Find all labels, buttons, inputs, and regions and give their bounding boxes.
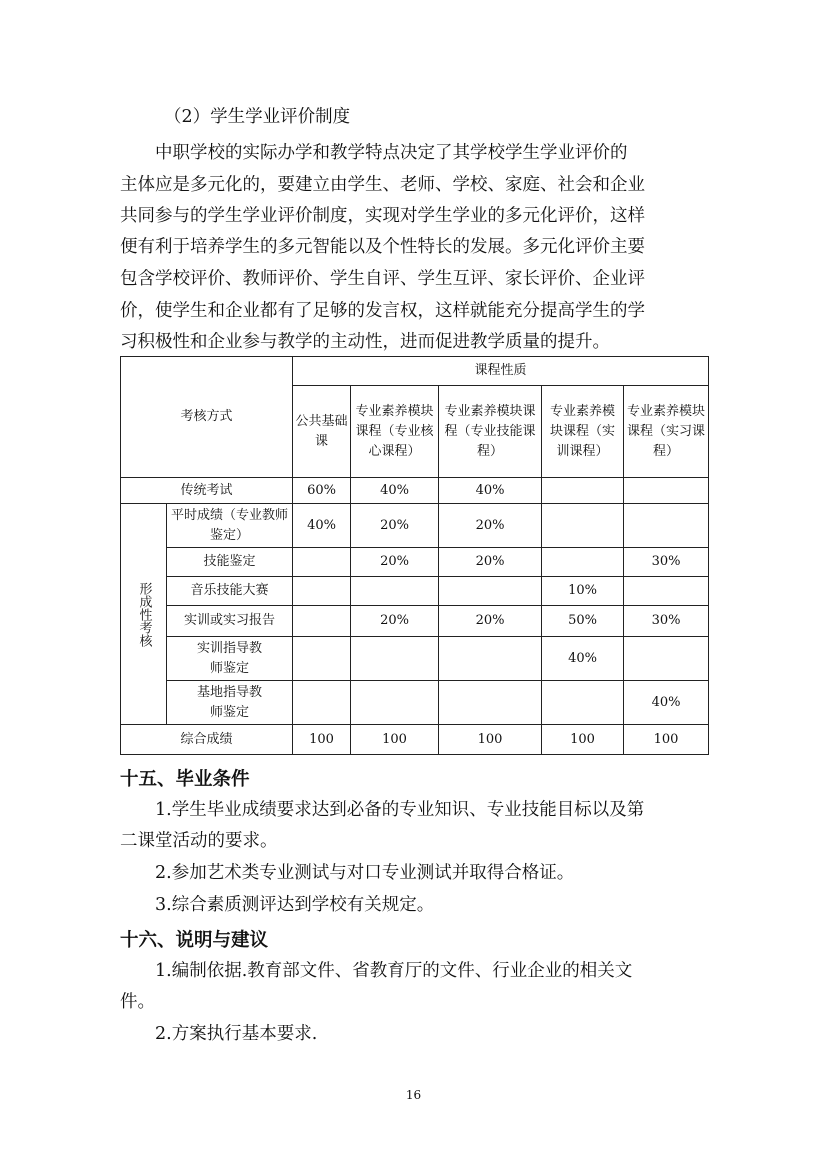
cell: 40% bbox=[351, 478, 439, 504]
col-header: 专业素养模块课程（专业技能课程） bbox=[439, 386, 542, 478]
row-label: 实训指导教师鉴定 bbox=[167, 637, 293, 681]
col-header: 专业素养模块课程（实习课程） bbox=[624, 386, 709, 478]
formative-label: 形成性考核 bbox=[121, 504, 167, 725]
col-header: 公共基础课 bbox=[293, 386, 351, 478]
cell: 100 bbox=[624, 725, 709, 755]
paragraph-line: 2.参加艺术类专业测试与对口专业测试并取得合格证。 bbox=[120, 863, 575, 883]
cell: 20% bbox=[439, 548, 542, 577]
evaluation-table bbox=[120, 356, 709, 755]
cell: 40% bbox=[439, 478, 542, 504]
row-label: 平时成绩（专业教师鉴定） bbox=[167, 504, 293, 548]
cell bbox=[351, 637, 439, 681]
row-label: 音乐技能大赛 bbox=[167, 577, 293, 606]
cell: 30% bbox=[624, 548, 709, 577]
paragraph-line: 件。 bbox=[120, 992, 155, 1012]
cell bbox=[542, 681, 624, 725]
cell: 60% bbox=[293, 478, 351, 504]
paragraph-line: 二课堂活动的要求。 bbox=[120, 831, 278, 851]
cell bbox=[293, 548, 351, 577]
paragraph-line: 2.方案执行基本要求. bbox=[120, 1024, 318, 1044]
row-label: 实训或实习报告 bbox=[167, 606, 293, 637]
cell: 100 bbox=[293, 725, 351, 755]
cell: 100 bbox=[542, 725, 624, 755]
row-label: 传统考试 bbox=[121, 478, 293, 504]
cell bbox=[439, 637, 542, 681]
paragraph-line: 1.编制依据.教育部文件、省教育厅的文件、行业企业的相关文 bbox=[120, 961, 633, 981]
cell: 10% bbox=[542, 577, 624, 606]
paragraph-line: 习积极性和企业参与教学的主动性，进而促进教学质量的提升。 bbox=[120, 332, 610, 352]
cell: 40% bbox=[293, 504, 351, 548]
cell bbox=[351, 681, 439, 725]
cell: 20% bbox=[439, 606, 542, 637]
paragraph-line: 共同参与的学生学业评价制度，实现对学生学业的多元化评价，这样 bbox=[120, 206, 645, 226]
row-label: 基地指导教师鉴定 bbox=[167, 681, 293, 725]
paragraph-line: 中职学校的实际办学和教学特点决定了其学校学生学业评价的 bbox=[120, 143, 628, 163]
paragraph-line: 包含学校评价、教师评价、学生自评、学生互评、家长评价、企业评 bbox=[120, 269, 645, 289]
row-label: 技能鉴定 bbox=[167, 548, 293, 577]
row-label: 综合成绩 bbox=[121, 725, 293, 755]
col-header: 专业素养模块课程（实训课程） bbox=[542, 386, 624, 478]
paragraph-line: 主体应是多元化的，要建立由学生、老师、学校、家庭、社会和企业 bbox=[120, 175, 645, 195]
cell bbox=[351, 577, 439, 606]
cell bbox=[293, 637, 351, 681]
cell bbox=[439, 681, 542, 725]
cell bbox=[439, 577, 542, 606]
cell: 40% bbox=[542, 637, 624, 681]
cell: 50% bbox=[542, 606, 624, 637]
cell bbox=[293, 577, 351, 606]
cell: 40% bbox=[624, 681, 709, 725]
cell bbox=[293, 681, 351, 725]
cell: 20% bbox=[351, 504, 439, 548]
cell: 20% bbox=[439, 504, 542, 548]
cell: 20% bbox=[351, 606, 439, 637]
cell: 100 bbox=[439, 725, 542, 755]
paragraph-line: 3.综合素质测评达到学校有关规定。 bbox=[120, 895, 435, 915]
cell bbox=[624, 478, 709, 504]
course-nature-header: 课程性质 bbox=[293, 357, 709, 386]
subsection-title: （2）学生学业评价制度 bbox=[164, 107, 351, 127]
cell bbox=[293, 606, 351, 637]
paragraph-line: 价，使学生和企业都有了足够的发言权，这样就能充分提高学生的学 bbox=[120, 301, 645, 321]
cell bbox=[542, 504, 624, 548]
cell bbox=[624, 504, 709, 548]
paragraph-line: 1.学生毕业成绩要求达到必备的专业知识、专业技能目标以及第 bbox=[120, 800, 645, 820]
cell: 30% bbox=[624, 606, 709, 637]
cell bbox=[542, 478, 624, 504]
section-heading: 十六、说明与建议 bbox=[120, 930, 269, 951]
cell bbox=[624, 577, 709, 606]
method-header: 考核方式 bbox=[121, 357, 293, 478]
page-number: 16 bbox=[405, 1088, 422, 1102]
cell bbox=[542, 548, 624, 577]
cell: 20% bbox=[351, 548, 439, 577]
cell: 100 bbox=[351, 725, 439, 755]
paragraph-line: 便有利于培养学生的多元智能以及个性特长的发展。多元化评价主要 bbox=[120, 237, 645, 257]
col-header: 专业素养模块课程（专业核心课程） bbox=[351, 386, 439, 478]
cell bbox=[624, 637, 709, 681]
section-heading: 十五、毕业条件 bbox=[120, 769, 250, 790]
